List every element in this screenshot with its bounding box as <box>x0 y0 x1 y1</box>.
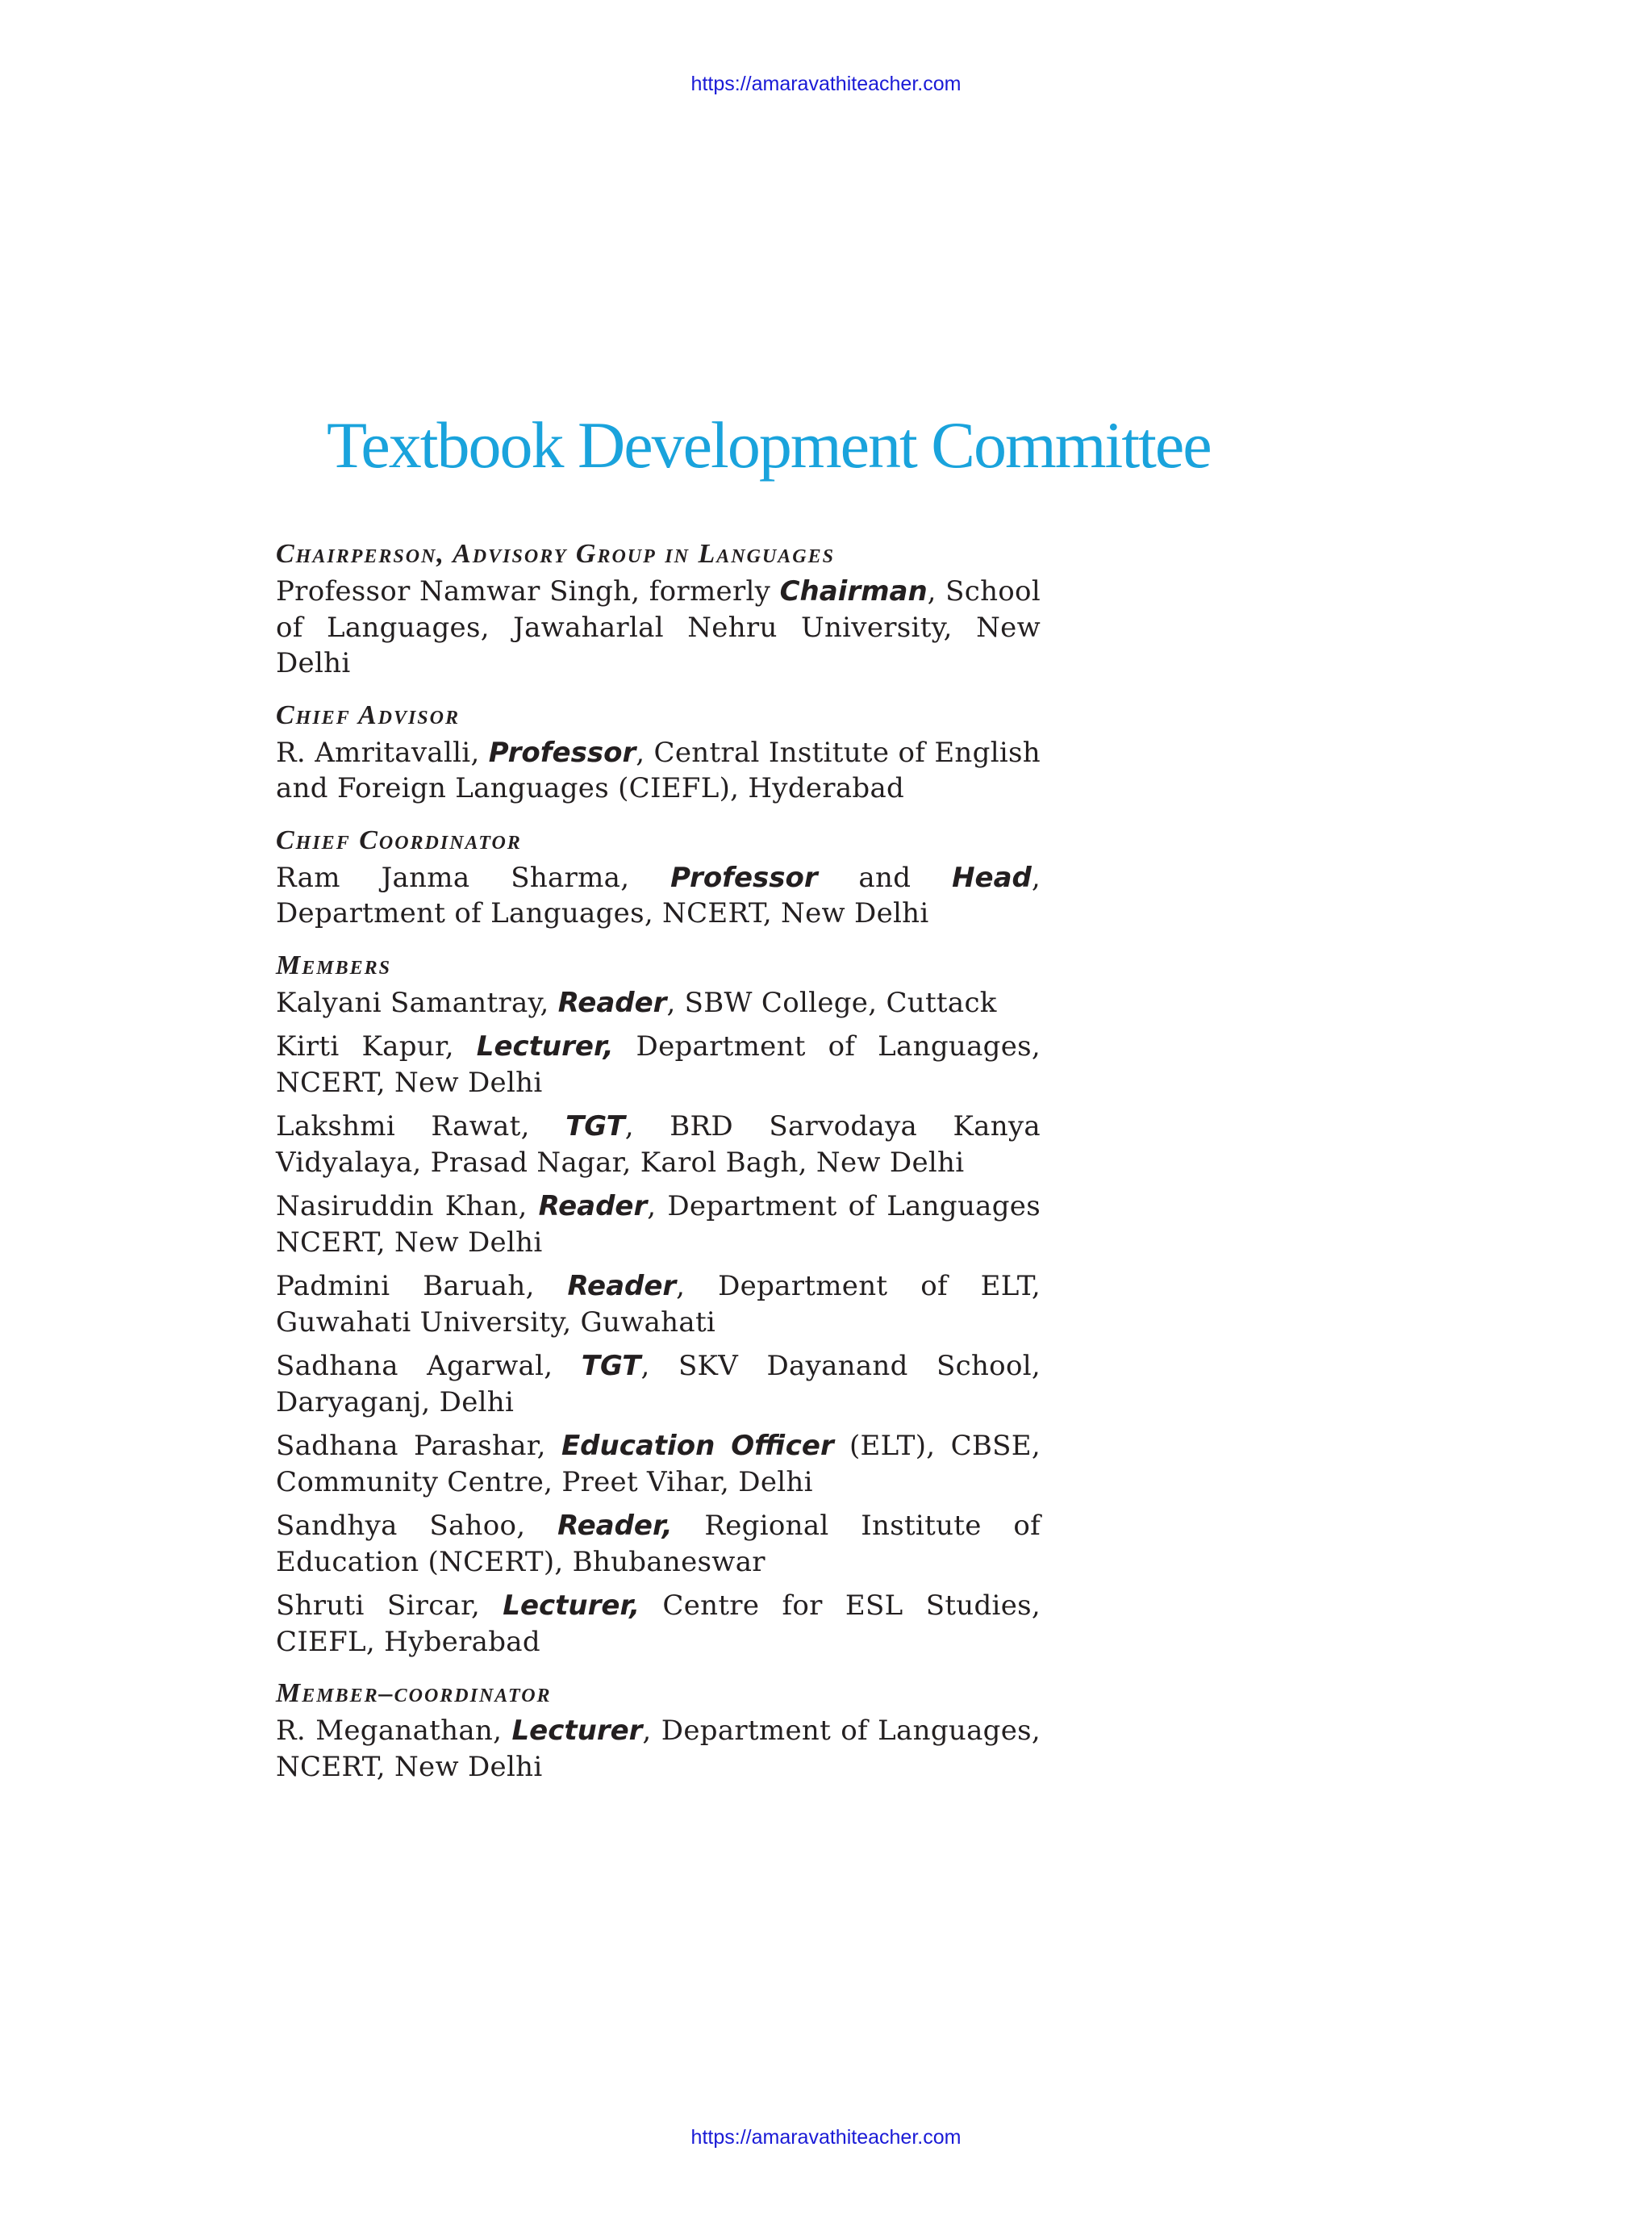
entry-name: Padmini Baruah, <box>276 1270 568 1302</box>
entry-affiliation: , Department of Languages NCERT, New Delhi <box>276 1190 1041 1259</box>
list-item <box>276 985 1041 1021</box>
entry-role: Lecturer, <box>476 1030 614 1063</box>
list-item <box>276 1109 1041 1180</box>
entry-role: Reader, <box>557 1510 673 1542</box>
entry-name: Ram Janma Sharma, <box>276 861 671 894</box>
entry-name: Lakshmi Rawat, <box>276 1110 566 1142</box>
entry-role: Reader <box>538 1190 648 1222</box>
list-item <box>276 1268 1041 1340</box>
entry-name: Nasiruddin Khan, <box>276 1190 539 1222</box>
entry-affiliation: , School of Languages, Jawaharlal Nehru University, New Delhi <box>276 575 1041 679</box>
entry-role: Education Officer <box>561 1430 834 1462</box>
entry-affiliation: Regional Institute of Education (NCERT), Bhubaneswar <box>276 1510 1041 1578</box>
entry-name: Sadhana Parashar, <box>276 1430 561 1462</box>
entry-name: Kirti Kapur, <box>276 1030 477 1063</box>
entry-role: Chairman <box>779 575 928 608</box>
entry-affiliation: , SBW College, Cuttack <box>666 986 997 1019</box>
entry-affiliation: , SKV Dayanand School, Daryaganj, Delhi <box>276 1350 1041 1418</box>
entry-role: Lecturer <box>511 1715 643 1747</box>
entry-role-2: Head <box>952 861 1032 894</box>
list-item <box>276 1029 1041 1101</box>
entry-conjunction: and <box>817 861 953 894</box>
entry-role: Lecturer, <box>503 1589 640 1622</box>
entry-affiliation: , Department of Languages, NCERT, New Delhi <box>276 1715 1041 1783</box>
section-heading-member-coordinator: Member–coordinator <box>276 1678 552 1708</box>
section-heading-members: Members <box>276 950 391 980</box>
entry-name: Kalyani Samantray, <box>276 986 558 1019</box>
entry-name: Sadhana Agarwal, <box>276 1350 582 1382</box>
entry-name: R. Amritavalli, <box>276 736 489 769</box>
entry-affiliation: , BRD Sarvodaya Kanya Vidyalaya, Prasad Nagar, Karol Bagh, New Delhi <box>276 1110 1041 1179</box>
section-heading-chief-advisor: Chief Advisor <box>276 700 460 730</box>
list-item <box>276 1713 1041 1785</box>
entry-role: Reader <box>567 1270 677 1302</box>
section-heading-chief-coordinator: Chief Coordinator <box>276 825 522 855</box>
entry-name: Sandhya Sahoo, <box>276 1510 558 1542</box>
entry-affiliation: Department of Languages, NCERT, New Delhi <box>276 1030 1041 1099</box>
list-item <box>276 1428 1041 1500</box>
entry-role: Reader <box>557 986 667 1019</box>
entry-name: Shruti Sircar, <box>276 1589 503 1622</box>
header-url-link[interactable]: https://amaravathiteacher.com <box>690 73 962 95</box>
entry-affiliation: (ELT), CBSE, Community Centre, Preet Vihar, Delhi <box>276 1430 1041 1498</box>
page-title: Textbook Development Committee <box>327 408 1211 482</box>
list-item <box>276 735 1041 807</box>
committee-list <box>276 537 1041 1785</box>
list-item <box>276 1508 1041 1580</box>
entry-affiliation: , Department of Languages, NCERT, New Delhi <box>276 861 1041 929</box>
list-item <box>276 574 1041 682</box>
entry-role: TGT <box>581 1350 641 1382</box>
list-item <box>276 1588 1041 1660</box>
entry-role: TGT <box>565 1110 625 1142</box>
entry-affiliation: Centre for ESL Studies, CIEFL, Hyberabad <box>276 1589 1041 1658</box>
list-item <box>276 1348 1041 1420</box>
section-heading-chairperson: Chairperson, Advisory Group in Languages <box>276 539 835 569</box>
entry-affiliation: , Central Institute of English and Foreign Languages (CIEFL), Hyderabad <box>276 736 1041 804</box>
entry-role: Professor <box>670 861 818 894</box>
entry-role: Professor <box>488 736 636 769</box>
entry-affiliation: , Department of ELT, Guwahati University, Guwahati <box>276 1270 1041 1339</box>
footer-url-link[interactable]: https://amaravathiteacher.com <box>690 2126 962 2149</box>
entry-name: R. Meganathan, <box>276 1715 512 1747</box>
list-item <box>276 1188 1041 1260</box>
list-item <box>276 860 1041 932</box>
entry-name: Professor Namwar Singh, formerly <box>276 575 780 608</box>
